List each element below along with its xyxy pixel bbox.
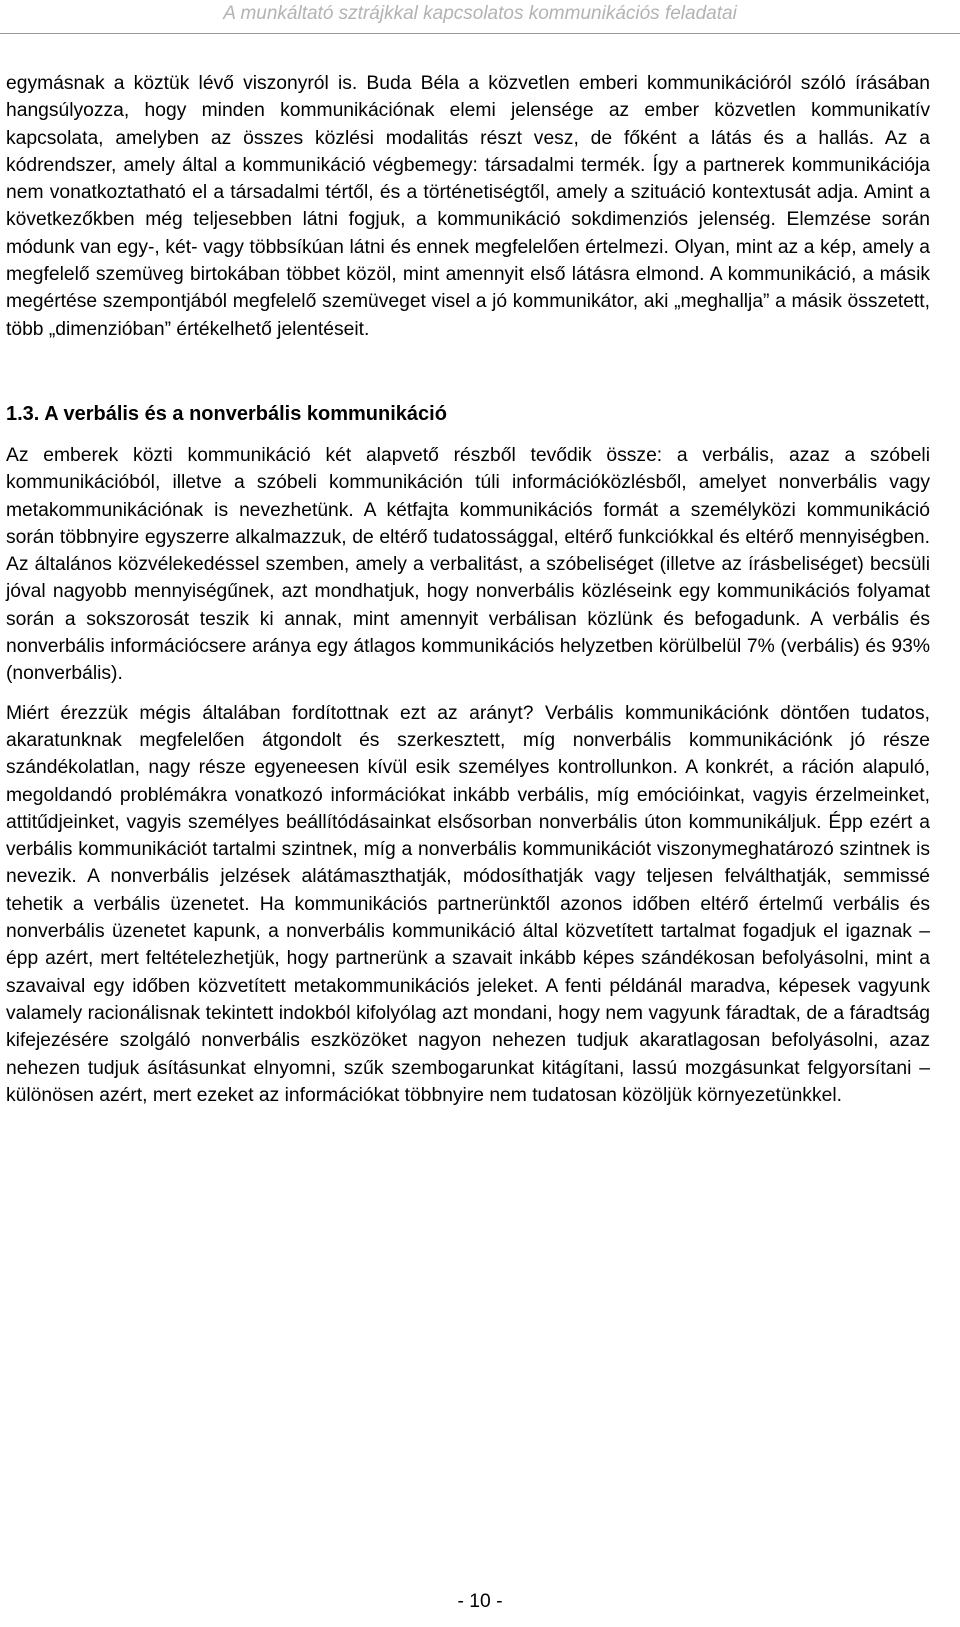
section-number: 1.3. bbox=[6, 402, 40, 425]
header-divider bbox=[0, 33, 960, 34]
paragraph-continued: egymásnak a köztük lévő viszonyról is. Buda Béla a közvetlen emberi kommunikációról szóló írásában hangsúlyozza, hogy minden kommunikációnak elemi jelensége az ember közvetlen kommunikatív kapcsolata, amelyben az összes közlési modalitás részt vesz, de főként a látás és a hallás. Az a kódrendszer, amely által a kommunikáció végbemegy: társadalmi termék. Így a partnerek kommunikációja nem vonatkoztatható el a társadalmi tértől, és a történetiségtől, amely a szituáció kontextusát adja. Amint a következőkben még teljesebben látni fogjuk, a kommunikáció sokdimenziós jelenség. Elemzése során módunk van egy-, két- vagy többsíkúan látni és ennek megfelelően értelmezi. Olyan, mint az a kép, amely a megfelelő szemüveg birtokában többet közöl, mint amennyit első látásra elmond. A kommunikáció, a másik megértése szempontjából megfelelő szemüveget visel a jó kommunikátor, aki „meghallja” a másik összetett, több „dimenzióban” értékelhető jelentéseit. bbox=[6, 73, 930, 340]
paragraph-why: Miért érezzük mégis általában fordítottnak ezt az arányt? Verbális kommunikációnk döntően tudatos, akaratunknak megfelelően átgondolt és szerkesztett, míg nonverbális kommunikációnk jó része szándékolatlan, nagy része egyeneesen kívül esik személyes kontrollunkon. A konkrét, a ráción alapuló, megoldandó problémákra vonatkozó információkat inkább verbális, míg emócióinkat, vagyis érzelmeinket, attitűdjeinket, vagyis személyes beállítódásainkat elsősorban nonverbális úton kommunikáljuk. Épp ezért a verbális kommunikációt tartalmi szintnek, míg a nonverbális kommunikációt viszonymeghatározó szintnek is nevezik. A nonverbális jelzések alátámaszthatják, módosíthatják vagy teljesen felválthatják, semmissé tehetik a verbális üzenetet. Ha kommunikációs partnerünktől azonos időben eltérő értelmű verbális és nonverbális üzenetet kapunk, a nonverbális kommunikáció által közvetített tartalmat fogadjuk el igaznak – épp azért, mert feltételezhetjük, hogy partnerünk a szavait inkább képes szándékosan befolyásolni, mint a szavaival egy időben közvetített metakommunikációs jeleket. A fenti példánál maradva, képesek vagyunk valamely racionálisnak tekintett indokból kifolyólag azt mondani, hogy nem vagyunk fáradtak, de a fáradtság kifejezésére szolgáló nonverbális eszközöket nagyon nehezen tudjuk akaratlagosan befolyásolni, azaz nehezen tudjuk ásításunkat elnyomni, szűk szembogarunkat kitágítani, lassú mozgásunkat felgyorsítani – különösen azért, mert ezeket az információkat többnyire nem tudatosan közöljük környezetünkkel. bbox=[6, 702, 930, 1106]
section-heading bbox=[6, 400, 930, 428]
running-header: A munkáltató sztrájkkal kapcsolatos kommunikációs feladatai bbox=[223, 3, 737, 24]
page-number: - 10 - bbox=[457, 1591, 503, 1612]
section-title: A verbális és a nonverbális kommunikáció bbox=[44, 402, 447, 425]
page-content bbox=[6, 70, 930, 1109]
paragraph-verbal-nonverbal: Az emberek közti kommunikáció két alapvető részből tevődik össze: a verbális, azaz a szóbeli kommunikációból, illetve a szóbeli kommunikáción túli információközlésből, amelyet nonverbális vagy metakommunikációnak is nevezhetünk. A kétfajta kommunikációs formát a személyközi kommunikáció során többnyire egyszerre alkalmazzuk, de eltérő tudatossággal, eltérő funkciókkal és eltérő mennyiségben. Az általános közvélekedéssel szemben, amely a verbalitást, a szóbeliséget (illetve az írásbeliséget) becsüli jóval nagyobb mennyiségűnek, azt mondhatjuk, hogy nonverbális közléseink egy kommunikációs folyamat során a sokszorosát teszik ki annak, mint amennyit verbálisan közlünk és befogadunk. A verbális és nonverbális információcsere aránya egy átlagos kommunikációs helyzetben körülbelül 7% (verbális) és 93% (nonverbális). bbox=[6, 444, 930, 685]
